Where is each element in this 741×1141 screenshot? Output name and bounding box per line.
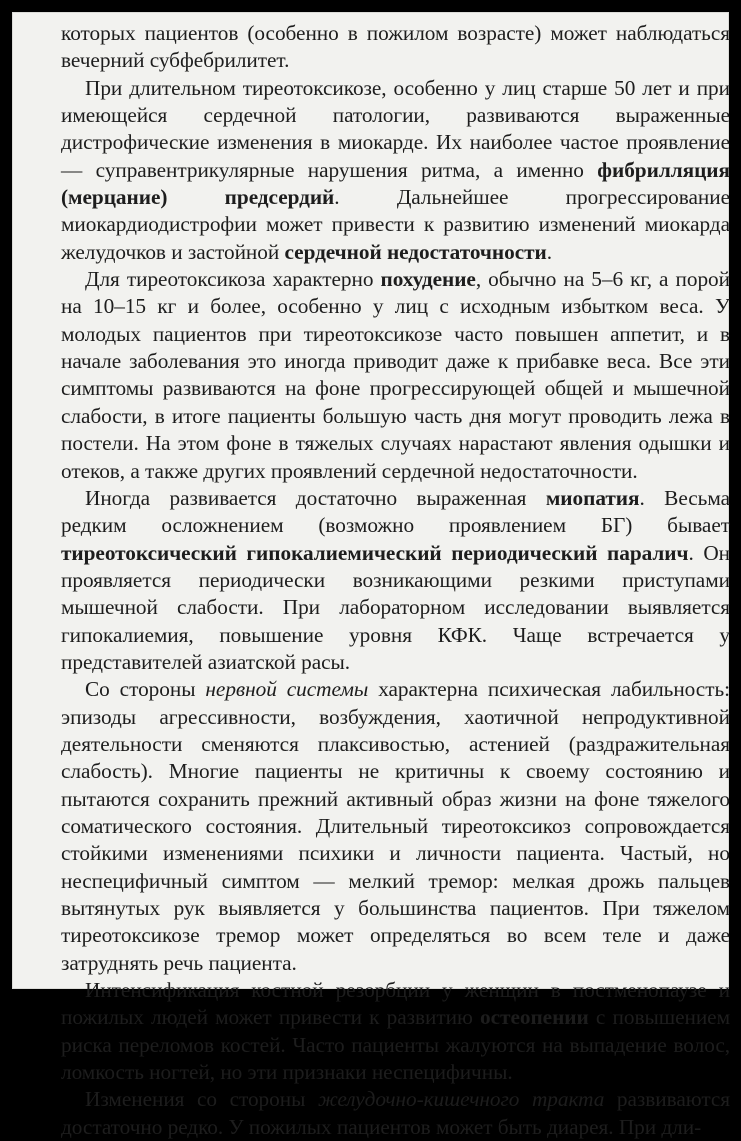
paragraph-myocardium (61, 75, 730, 266)
text-segment: Изменения со стороны (85, 1087, 318, 1112)
bold-term: фибрилляция (мерцание) предсердий (61, 157, 730, 210)
paragraph-gastrointestinal (61, 1086, 730, 1141)
bold-term: миопатия (545, 485, 640, 510)
text-segment: развиваются достаточно редко. У пожилых пациентов может быть диарея. При дли- (61, 1087, 730, 1139)
italic-term: нервной системы (205, 677, 369, 702)
text-segment: Иногда развивается достаточно выраженная (85, 485, 546, 510)
text-segment: характерна психическая лабильность: эпизоды агрессивности, возбуждения, хаотичной непродуктивной деятельности сменяются плаксивостью, астенией (раздражительная слабость). Многие пациенты не критичны к своему состоянию и пытаются сохранить прежний активный образ жизни на фоне тяжелого соматического состояния. Длительный тиреотоксикоз сопровождается стойкими изменениями психики и личности пациента. Частый, но неспецифичный симптом — мелкий тремор: мелкая дрожь пальцев вытянутых рук выявляется у большинства пациентов. При тяжелом тиреотоксикозе тремор может определяться во всем теле и даже затруднять речь пациента. (61, 677, 730, 975)
text-segment: . (546, 239, 553, 264)
text-segment: Для тиреотоксикоза характерно (85, 267, 381, 292)
bold-term: сердечной недостаточности (284, 239, 547, 264)
text-segment: . Весьма редким осложнением (возможно проявлением БГ) бывает (61, 485, 730, 538)
italic-term: желудочно-кишечного тракта (317, 1087, 605, 1112)
text-segment: с повышением риска переломов костей. Часто пациенты жалуются на выпадение волос, ломкость ногтей, но эти признаки неспецифичны. (61, 1005, 731, 1085)
paragraph-osteopenia (61, 977, 730, 1086)
text-segment: . Он проявляется периодически возникающими резкими приступами мышечной слабости. При лабораторном исследовании выявляется гипокалиемия, повышение уровня КФК. Чаще встречается у представителей азиатской расы. (61, 540, 730, 674)
paragraph-weight-loss (61, 266, 730, 485)
text-segment: Со стороны (85, 677, 206, 702)
paragraph-nervous-system (61, 676, 730, 977)
text-segment: При длительном тиреотоксикозе, особенно у лиц старше 50 лет и при имеющейся сердечной патологии, развиваются выраженные дистрофические изменения в миокарде. Их наиболее частое проявление — суправентрикулярные нарушения ритма, а именно (61, 75, 730, 182)
bold-term: похудение (380, 267, 476, 292)
text-segment: Интенсификация костной резорбции у женщин в постменопаузе и пожилых людей может привести к развитию (61, 978, 730, 1030)
scan-frame (5, 5, 736, 1139)
text-segment: , обычно на 5–6 кг, а порой на 10–15 кг и более, особенно у лиц с исходным избытком веса. У молодых пациентов при тиреотоксикозе часто повышен аппетит, и в начале заболевания это иногда приводит даже к прибавке веса. Все эти симптомы развиваются на фоне прогрессирующей общей и мышечной слабости, в итоге пациенты большую часть дня могут проводить лежа в постели. На этом фоне в тяжелых случаях нарастают явления одышки и отеков, а также других проявлений сердечной недостаточности. (61, 267, 730, 483)
document-page (12, 12, 731, 1139)
paragraph-myopathy (61, 485, 730, 676)
text-segment: которых пациентов (особенно в пожилом возрасте) может наблюдаться вечерний субфебрилитет. (61, 21, 730, 73)
bold-term: остеопении (480, 1005, 589, 1030)
document-text (61, 20, 730, 1141)
bold-term: тиреотоксический гипокалиемический периодический паралич (61, 540, 689, 565)
text-segment: . Дальнейшее прогрессирование миокардиодистрофии может привести к развитию изменений миокарда желудочков и застойной (61, 185, 730, 264)
paragraph-continuation (61, 20, 730, 75)
